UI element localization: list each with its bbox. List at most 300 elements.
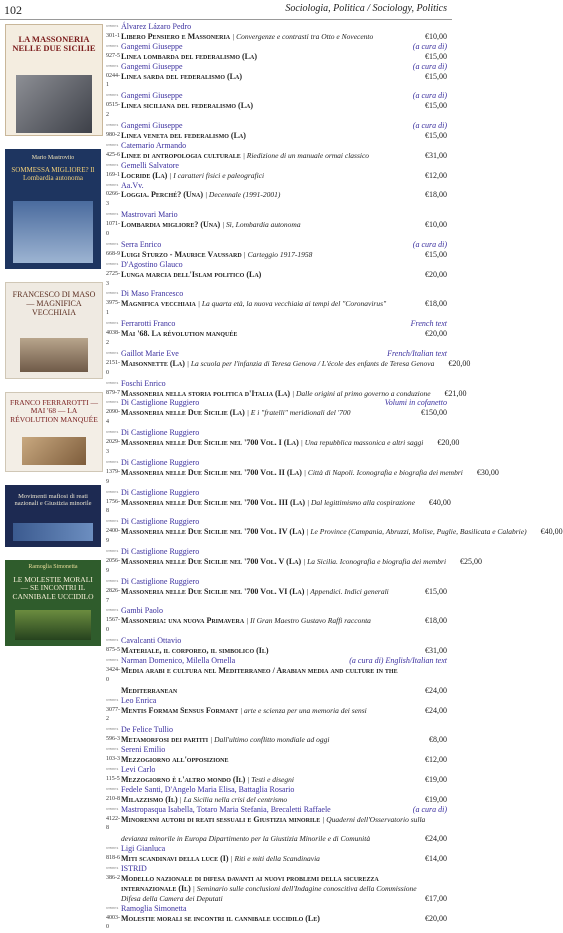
entry-subtitle: | Testi e disegni [247,774,294,784]
entry-title: Luigi Sturzo - Maurice Vaussard [121,249,242,259]
isbn-suffix: 2400-9 [106,528,120,545]
entry-author-row [106,260,447,270]
entry-title-row [106,358,471,379]
entry-subtitle: | I caratteri fisici e paleografici [169,170,265,180]
catalog-entry[interactable] [106,894,447,904]
entry-subtitle: | Riedizione di un manuale ormai classico [242,150,370,160]
entry-title: Massoneria nelle Due Sicilie nel '700 Vol. III (La) [121,497,306,507]
entry-author: Serra Enrico [121,239,162,249]
entry-title: Massoneria nella storia politica d'Italia (La) [121,388,291,398]
entry-title-row [106,52,447,62]
entry-author-row [106,91,447,101]
entry-title: Linea sarda del federalismo (La) [121,71,243,81]
cover-title: FRANCO FERRAROTTI — MAI '68 — LA RÉVOLUTION MANQUÉE [10,398,98,424]
isbn-prefix: 9788874 [106,24,119,28]
entry-author: Levi Carlo [121,764,156,774]
entry-author: Gemelli Salvatore [121,160,179,170]
entry-title-row [106,616,447,636]
catalog-entry[interactable] [106,319,447,349]
isbn-suffix: 2090-4 [106,409,120,426]
entry-title-line [121,468,463,478]
entry-title-row [106,735,447,745]
entry-title-row [106,587,447,607]
entry-price: €15,00 [425,51,447,61]
isbn-prefix: 9788874 [106,430,119,435]
entry-price: €15,00 [425,130,447,140]
entry-title: Miti scandinavi della luce (I) [121,854,229,864]
isbn-suffix: 169-1 [106,171,120,178]
isbn-suffix: 4122-8 [106,815,120,832]
catalog-entry[interactable] [106,606,447,636]
entry-title-line [121,52,411,62]
entry-title-row [106,854,447,864]
entry-price: €10,00 [425,31,447,41]
isbn-prefix: 9788874 [106,400,119,405]
entry-price: €24,00 [425,834,447,844]
entry-author-row [106,428,447,438]
entry-author-row [106,141,447,151]
catalog-entry[interactable] [106,210,447,240]
entry-title: Milazzismo (Il) [121,794,178,804]
entry-title: Lombardia migliore? (Una) [121,220,221,230]
entry-author: Sereni Emilio [121,745,166,755]
catalog-entry[interactable] [106,834,447,844]
entry-title-line [121,815,425,825]
entry-title-row [106,884,447,894]
book-cover-lombardia[interactable] [5,149,101,269]
catalog-entry[interactable] [106,141,447,161]
entry-subtitle: | Città di Napoli. Iconografia e biografia dei membri [303,467,463,477]
entry-author-row [106,517,447,527]
entry-title-line [121,151,411,161]
isbn-suffix: 818-6 [106,855,120,862]
isbn-prefix: 9788874 [106,549,119,554]
catalog-entry[interactable] [106,91,447,121]
isbn-prefix: 9788874 [106,747,119,752]
catalog-entry[interactable] [106,725,447,745]
catalog-entry[interactable] [106,745,447,765]
catalog-entry[interactable] [106,289,447,319]
catalog-entry[interactable] [106,161,447,181]
entry-author: Álvarez Lázaro Pedro [121,22,192,31]
entry-author-row [106,696,447,706]
entry-price: €12,00 [425,755,447,765]
entry-title-row [106,834,447,844]
entry-author-row [106,904,447,914]
cover-image [15,610,91,640]
entry-title: Linee di antropologia culturale [121,150,241,160]
entry-author-row [106,745,447,755]
book-cover-mai-68[interactable] [5,392,103,472]
entry-subtitle: | Le Province (Campania, Abruzzi, Molise, Puglie, Basilicata e Calabrie) [306,527,527,537]
page-number: 102 [4,3,22,17]
entry-author: Di Castiglione Ruggiero [121,487,200,497]
entry-author-row [106,577,447,587]
book-cover-molestie-morali[interactable] [5,560,101,646]
entry-author: Ramoglia Simonetta [121,903,187,913]
entry-title-line [121,735,411,745]
entry-note: Volumi in cofanetto [384,398,447,408]
entry-title-row [106,467,499,488]
entry-title-row [106,646,447,656]
isbn-suffix: 2826-7 [106,587,120,604]
entry-subtitle: | Decennale (1991-2001) [205,190,281,200]
entry-author: Di Castiglione Ruggiero [121,517,200,527]
catalog-entry[interactable] [106,765,447,785]
entry-title-line [121,914,411,924]
entry-author-row [106,656,447,666]
entry-title-row [106,72,447,92]
entry-price: €8,00 [429,735,447,745]
entry-title: Massoneria nelle Due Sicilie nel '700 Vol. II (La) [121,467,302,477]
entry-title-row [106,775,447,785]
entry-title-line [121,498,415,508]
entry-title: Linea veneta del federalismo (La) [121,130,246,140]
catalog-entry[interactable] [106,428,460,458]
entry-price: €19,00 [425,794,447,804]
entry-note: French/Italian text [387,348,447,358]
entry-subtitle: | La quarta età, la nuova vecchiaia ai tempi del "Coronavirus" [197,299,387,309]
catalog-entries [106,22,563,933]
entry-price: €18,00 [425,616,447,626]
catalog-entry[interactable] [106,240,447,260]
entry-subtitle: | E i "fratelli" meridionali del '700 [246,408,351,418]
entry-author: Ligi Gianluca [121,844,166,854]
entry-author-row [106,161,447,171]
entry-subtitle: | arte e scienza per una memoria dei sensi [240,705,367,715]
entry-title: Magnifica vecchiaia [121,299,196,309]
isbn-prefix: 9788874 [106,321,119,326]
entry-title-line [121,299,411,309]
entry-author: Di Castiglione Ruggiero [121,428,200,438]
entry-note: (a cura di) [412,61,447,71]
entry-author-row [106,289,447,299]
entry-subtitle: | Dalle origini al primo governo a conduzione [292,388,431,398]
book-cover-minorenni[interactable] [5,485,101,547]
isbn-suffix: 425-6 [106,151,120,158]
entry-subtitle: Difesa della Camera dei Deputati [121,893,223,903]
entry-title: Massoneria nelle Due Sicilie nel '700 Vol. IV (La) [121,527,305,537]
isbn-prefix: 9788874 [106,241,119,246]
entry-author-row [106,349,447,359]
entry-title-row [106,755,447,765]
isbn-suffix: 3975-1 [106,300,120,317]
entry-title: Massoneria: una nuova Primavera [121,616,245,626]
entry-title: Materiale, il corporeo, il simbolico (Il) [121,646,269,656]
entry-title: Maisonnette (La) [121,358,185,368]
entry-title-line [121,834,411,844]
entry-price: €20,00 [437,438,460,448]
entry-title-row [106,706,447,726]
entry-price: €18,00 [425,190,447,200]
isbn-prefix: 9788874 [106,489,119,494]
entry-author: Gaillot Marie Eve [121,348,179,358]
catalog-entry[interactable] [106,904,447,933]
entry-title-row [106,497,451,518]
entry-price: €31,00 [425,150,447,160]
isbn-prefix: 9788874 [106,905,119,910]
entry-author-row [106,458,447,468]
entry-title: Libero Pensiero e Massoneria [121,31,231,41]
isbn-suffix: 3077-2 [106,706,120,723]
entry-price: €20,00 [425,269,447,279]
isbn-prefix: 9788874 [106,658,119,662]
entry-note: French text [410,319,447,329]
catalog-entry[interactable] [106,42,447,62]
catalog-entry[interactable] [106,487,451,518]
catalog-entry[interactable] [106,260,447,290]
entry-author: Ferrarotti Franco [121,319,176,329]
entry-title-line [121,72,411,82]
cover-author: Ramoglia Simonetta [28,564,78,570]
section-title: Sociologia, Politica / Sociology, Politics [285,3,447,14]
entry-subtitle: | Sì, Lombardia autonoma [222,220,301,230]
isbn-prefix: 9788874 [106,459,119,464]
entry-title-row [106,131,447,141]
cover-title: Movimenti mafiosi di reati nazionali e Giustizia minorile [14,493,92,508]
catalog-entry[interactable] [106,398,447,428]
cover-author: Mario Mastrovito [31,155,75,161]
entry-price: €17,00 [425,893,447,903]
isbn-prefix: 9788874 [106,806,119,811]
entry-title: Molestie morali se incontri il cannibale uccidilo (Le) [121,913,320,923]
entry-title-row [106,151,447,161]
entry-title-line [121,666,411,676]
isbn-suffix: 879-7 [106,389,120,396]
catalog-entry[interactable] [106,656,447,686]
entry-title-line [121,389,431,399]
entry-author-row [106,210,447,220]
entry-author: Foschi Enrico [121,378,166,388]
isbn-prefix: 9788874 [106,866,119,871]
entry-title-row [106,250,447,260]
entry-subtitle: | Quaderni dell'Osservatorio sulla [322,814,426,824]
book-covers-column [3,24,103,659]
cover-image [22,437,86,465]
isbn-prefix: 9788874 [106,212,119,217]
entry-author-row [106,844,447,854]
book-cover-magnifica-vecchiaia[interactable] [5,282,103,379]
entry-title-line [121,250,411,260]
entry-author-row [106,488,447,498]
catalog-entry[interactable] [106,378,467,399]
isbn-suffix: 1567-0 [106,617,120,634]
entry-title-row [106,190,447,210]
entry-title-row [106,171,447,181]
entry-title-line [121,408,411,418]
entry-subtitle: | Appendici. Indici generali [306,586,389,596]
entry-author: Mastropasqua Isabella, Totaro Maria Stefania, Brecaletti Raffaele [121,804,331,814]
entry-title-row [106,874,447,884]
isbn-prefix: 9788874 [106,638,119,643]
entry-author-row [106,379,447,389]
catalog-entry[interactable] [106,457,499,488]
entry-author: Gangemi Giuseppe [121,121,183,131]
cover-image [16,75,92,133]
entry-title-line [121,884,417,894]
entry-title-row [106,32,447,42]
entry-subtitle: | Il Gran Maestro Gustavo Raffi racconta [246,616,371,626]
entry-author: Cavalcanti Ottavio [121,636,182,646]
entry-title: internazionale (Il) [121,883,191,893]
isbn-prefix: 9788874 [106,350,119,355]
entry-author: D'Agostino Glauco [121,259,183,269]
isbn-suffix: 1756-8 [106,498,120,515]
entry-title-row [106,329,447,349]
entry-title-line [121,616,411,626]
isbn-suffix: 2151-0 [106,359,120,376]
catalog-entry[interactable] [106,696,447,726]
entry-title-line [121,775,411,785]
entry-title: Modello nazionale di difesa davanti ai nuovi problemi della sicurezza [121,873,379,883]
entry-author-row [106,606,447,616]
entry-author: Gangemi Giuseppe [121,91,183,101]
catalog-entry[interactable] [106,22,447,42]
isbn-prefix: 9788874 [106,608,119,613]
isbn-suffix: 1071-0 [106,221,120,238]
entry-price: €15,00 [425,101,447,111]
isbn-prefix: 9788874 [106,846,119,851]
entry-price: €30,00 [476,467,499,477]
entry-author-row [106,864,447,874]
entry-author-row [106,121,447,131]
book-cover-massoneria[interactable] [5,24,103,136]
entry-author: Gambi Paolo [121,606,163,616]
entry-title: Massoneria nelle Due Sicilie nel '700 Vol. I (La) [121,438,299,448]
isbn-prefix: 9788874 [106,261,119,266]
catalog-entry[interactable] [106,844,447,864]
entry-title-line [121,854,411,864]
isbn-prefix: 9788874 [106,123,119,128]
entry-author-row [106,636,447,646]
entry-subtitle: | Riti e miti della Scandinavia [230,854,320,864]
entry-note: (a cura di) [412,91,447,101]
entry-title: Linea lombarda del federalismo (La) [121,51,258,61]
catalog-entry[interactable] [106,686,447,696]
entry-title: Mediterranean [121,685,178,695]
entry-title-row [106,894,447,904]
entry-title-line [121,220,411,230]
entry-title-row [106,408,447,428]
entry-title: Massoneria nelle Due Sicilie nel '700 Vol. V (La) [121,556,302,566]
entry-price: €18,00 [425,299,447,309]
isbn-suffix: 2056-9 [106,557,120,574]
isbn-suffix: 301-1 [106,32,120,39]
entry-author: Gangemi Giuseppe [121,61,183,71]
catalog-entry[interactable] [106,547,483,577]
isbn-suffix: 4003-0 [106,914,120,931]
entry-price: €19,00 [425,774,447,784]
isbn-prefix: 9788874 [106,162,119,167]
catalog-entry[interactable] [106,517,563,547]
entry-author-row [106,785,447,795]
entry-subtitle: | Seminario sulle conclusioni dell'Indagine conoscitiva della Commissione [192,883,417,893]
entry-title: Media arabi e cultura nel Mediterraneo / Arabian media and culture in the [121,665,398,675]
catalog-entry[interactable] [106,884,447,894]
entry-title-line [121,587,411,597]
entry-author: Di Maso Francesco [121,289,184,299]
cover-title: LE MOLESTIE MORALI — SE INCONTRI IL CANNIBALE UCCIDILO [12,575,94,601]
entry-subtitle: | Dall'ultimo conflitto mondiale ad oggi [210,735,330,745]
entry-author-row [106,765,447,775]
catalog-entry[interactable] [106,121,447,141]
isbn-prefix: 9788874 [106,291,119,296]
entry-author: Di Castiglione Ruggiero [121,457,200,467]
cover-title: SOMMESSA MIGLIORE? Il Lombardia autonoma [11,166,95,182]
isbn-suffix: 3424-0 [106,666,120,683]
entry-price: €24,00 [425,685,447,695]
entry-author-row [106,240,447,250]
cover-image [20,338,88,372]
catalog-entry[interactable] [106,805,447,835]
entry-title-row [106,527,563,547]
entry-price: €12,00 [425,170,447,180]
entry-title-line [121,190,411,200]
catalog-entry[interactable] [106,62,447,92]
isbn-prefix: 9788874 [106,578,119,583]
entry-subtitle: | Dal legittimismo alla cospirazione [307,497,415,507]
entry-title-line [121,101,411,111]
isbn-prefix: 9788874 [106,766,119,771]
entry-price: €21,00 [444,388,467,398]
catalog-entry[interactable] [106,864,447,884]
entry-author: Di Castiglione Ruggiero [121,547,200,557]
entry-title-line [121,527,527,537]
isbn-suffix: 980-2 [106,131,120,138]
entry-author-row [106,22,447,32]
entry-title-line [121,438,423,448]
entry-title-row [106,666,447,686]
entry-subtitle: | La Sicilia. Iconografia e biografia dei membri [303,556,447,566]
isbn-prefix: 9788874 [106,43,119,48]
entry-price: €20,00 [425,913,447,923]
isbn-suffix: 103-3 [106,756,120,763]
entry-title: Mentis Formam Sensus Formant [121,705,239,715]
cover-image [13,523,93,541]
entry-title: Locride (La) [121,170,168,180]
entry-note: (a cura di) [412,41,447,51]
entry-price: €20,00 [425,329,447,339]
entry-title-line [121,32,411,42]
isbn-suffix: 386-2 [106,874,120,881]
isbn-suffix: 927-5 [106,52,120,59]
entry-title-line [121,894,411,904]
entry-author: Di Castiglione Ruggiero [121,398,200,408]
entry-price: €40,00 [540,527,563,537]
isbn-suffix: 875-5 [106,647,120,654]
entry-title: Lunga marcia dell'Islam politico (La) [121,269,262,279]
entry-author-row [106,319,447,329]
cover-title: FRANCESCO DI MASO — MAGNIFICA VECCHIAIA [12,290,96,317]
catalog-entry[interactable] [106,785,447,805]
entry-title: Mezzogiorno all'opposizione [121,755,229,765]
entry-title-line [121,646,411,656]
entry-author: Mastrovari Mario [121,210,178,220]
entry-title-row [106,220,447,240]
catalog-entry[interactable] [106,577,447,607]
entry-author: Fedele Santi, D'Angelo Maria Elisa, Battaglia Rosario [121,784,295,794]
catalog-entry[interactable] [106,348,471,379]
entry-title-line [121,706,411,716]
entry-title-line [121,171,411,181]
entry-author: Di Castiglione Ruggiero [121,576,200,586]
entry-price: €15,00 [425,71,447,81]
catalog-entry[interactable] [106,181,447,211]
entry-author-row [106,547,447,557]
catalog-entry[interactable] [106,636,447,656]
entry-title: Mezzogiorno è l'altro mondo (Il) [121,774,246,784]
entry-price: €24,00 [425,705,447,715]
